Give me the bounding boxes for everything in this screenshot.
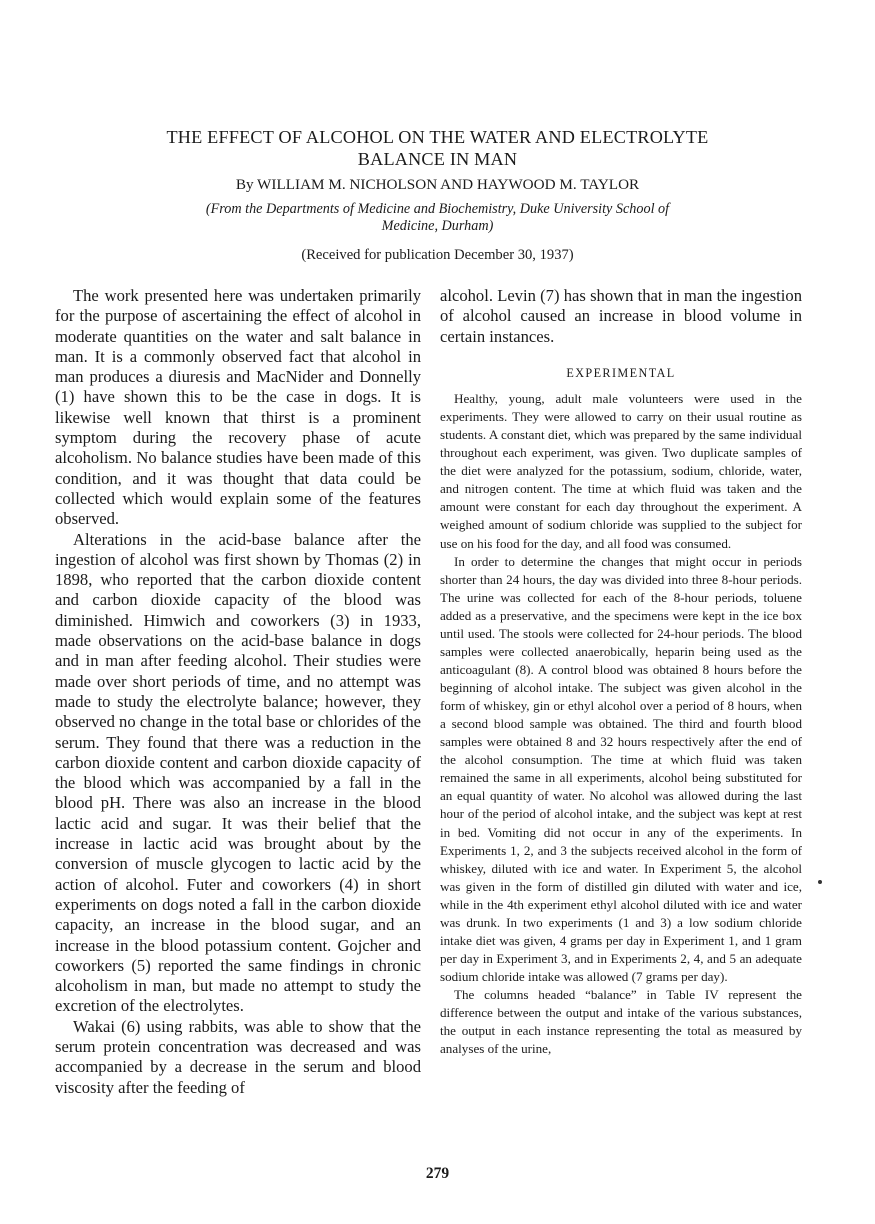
title-line-2: BALANCE IN MAN [357, 149, 518, 169]
page-number: 279 [425, 1165, 450, 1182]
margin-speck [818, 880, 822, 884]
right-column-continuation [440, 286, 802, 347]
methods-paragraph: In order to determine the changes that might occur in periods shorter than 24 hours, the day was divided into three 8-hour periods. The urine was collected for each of the 8-hour periods, toluene added as a preservative, and the specimens were kept in the ice box until used. The stools were collected for 24-hour periods. The blood samples were collected anaerobically, heparin being used as the anticoagulant (8). A control blood was obtained 8 hours before the beginning of alcohol intake. The subject was given alcohol in the form of whiskey, gin or ethyl alcohol over a period of 8 hours, when a second blood sample was obtained. The third and fourth blood samples were obtained 8 and 32 hours respectively after the end of the alcohol consumption. The time at which fluid was taken remained the same in all experiments, alcohol being substituted for an equal quantity of water. No alcohol was allowed during the last hour of the period of alcohol intake, and the subject was kept at rest in bed. Vomiting did not occur in any of the experiments. In Experiments 1, 2, and 3 the subjects received alcohol in the form of whiskey, diluted with ice and water. In Experiment 5, the alcohol was given in the form of distilled gin diluted with water and ice, while in the 4th experiment ethyl alcohol diluted with ice and water was drunk. In two experiments (1 and 3) a low sodium chloride intake diet was given, 4 grams per day in Experiment 1, and 1 gram per day in Experiment 3, and in Experiments 2, 4, and 5 an adequate sodium chloride intake was allowed (7 grams per day). [440, 553, 802, 984]
author-byline: By WILLIAM M. NICHOLSON AND HAYWOOD M. TAYLOR [235, 176, 640, 193]
title-line-1: THE EFFECT OF ALCOHOL ON THE WATER AND ELECTROLYTE [166, 127, 709, 147]
body-paragraph: Wakai (6) using rabbits, was able to show that the serum protein concentration was decreased and was accompanied by a decrease in the serum and blood viscosity after the feeding of [55, 1016, 421, 1097]
right-column [440, 390, 802, 1058]
left-column [55, 286, 421, 1098]
body-paragraph: Alterations in the acid-base balance after the ingestion of alcohol was first shown by Thomas (2) in 1898, who reported that the carbon dioxide content and carbon dioxide capacity of the blood was diminished. Himwich and coworkers (3) in 1933, made observations on the acid-base balance in dogs and in man after feeding alcohol. Their studies were made over short periods of time, and no attempt was made to study the electrolyte balance; however, they observed no change in the total base or chlorides of the serum. They found that there was a reduction in the carbon dioxide content and carbon dioxide capacity of the blood which was accompanied by a fall in the blood pH. There was also an increase in the blood lactic acid and sugar. It was their belief that the increase in lactic acid was brought about by the conversion of muscle glycogen to lactic acid by the action of alcohol. Futer and coworkers (4) in short experiments on dogs noted a fall in the carbon dioxide capacity, an increase in the blood sugar, and an increase in the blood potassium content. Gojcher and coworkers (5) reported the same findings in chronic alcoholism in man, but made no attempt to study the excretion of the electrolytes. [55, 529, 421, 1016]
body-paragraph: The work presented here was undertaken primarily for the purpose of ascertaining the effect of alcohol in moderate quantities on the water and salt balance in man. It is a commonly observed fact that alcohol in man produces a diuresis and MacNider and Donnelly (1) have shown this to be the case in dogs. It is likewise well known that thirst is a prominent symptom during the recovery phase of acute alcoholism. No balance studies have been made of this condition, and it was thought that data could be collected which would explain some of the features observed. [55, 286, 421, 529]
received-date: (Received for publication December 30, 1937) [301, 247, 574, 263]
section-heading-experimental: EXPERIMENTAL [566, 366, 676, 380]
continuation-paragraph: alcohol. Levin (7) has shown that in man the ingestion of alcohol caused an increase in blood volume in certain instances. [440, 286, 802, 346]
affiliation-line-2: Medicine, Durham) [381, 218, 494, 234]
article-title [60, 126, 815, 170]
methods-paragraph: The columns headed “balance” in Table IV represent the difference between the output and intake of the various substances, the output in each instance representing the total as measured by analyses of the urine, [440, 987, 802, 1057]
author-affiliation [150, 201, 725, 235]
affiliation-line-1: (From the Departments of Medicine and Biochemistry, Duke University School of [205, 201, 670, 217]
methods-paragraph: Healthy, young, adult male volunteers were used in the experiments. They were allowed to carry on their usual routine as students. A constant diet, which was prepared by the same individual throughout each experiment, was given. Two duplicate samples of the diet were analyzed for the potassium, sodium, chloride, water, and nitrogen content. The time at which fluid was taken and the amount were constant for each day throughout the experiment. A weighed amount of sodium chloride was supplied to the subject for use on his food for the day, and all food was consumed. [440, 391, 802, 551]
